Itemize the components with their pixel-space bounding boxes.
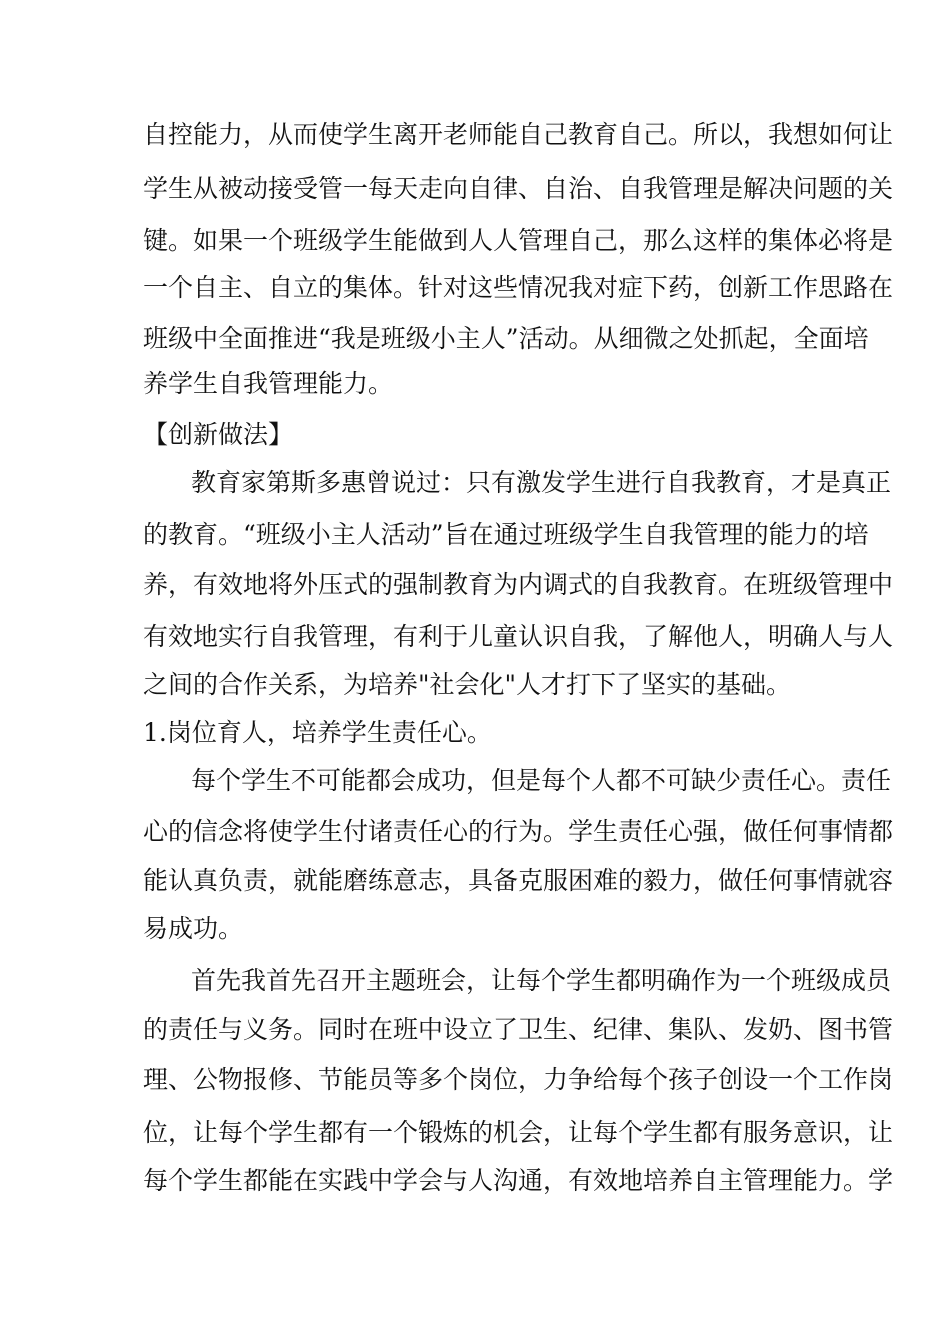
- paragraph-3-line-4: 易成功。: [143, 914, 244, 943]
- paragraph-4-line-5: 每个学生都能在实践中学会与人沟通，有效地培养自主管理能力。学: [143, 1166, 894, 1195]
- paragraph-1-line-6: 养学生自我管理能力。: [143, 369, 394, 398]
- paragraph-4-line-1: 首先我首先召开主题班会，让每个学生都明确作为一个班级成员: [191, 966, 892, 995]
- paragraph-3-line-1: 每个学生不可能都会成功，但是每个人都不可缺少责任心。责任: [191, 766, 892, 795]
- paragraph-1-line-4: 一个自主、自立的集体。针对这些情况我对症下药，创新工作思路在: [143, 273, 894, 302]
- paragraph-2-line-4: 有效地实行自我管理，有利于儿童认识自我，了解他人，明确人与人: [143, 622, 894, 651]
- paragraph-1-line-5: 班级中全面推进“我是班级小主人”活动。从细微之处抓起，全面培: [143, 324, 869, 353]
- paragraph-2-line-1: 教育家第斯多惠曾说过：只有激发学生进行自我教育，才是真正: [191, 468, 892, 497]
- paragraph-1-line-1: 自控能力，从而使学生离开老师能自己教育自己。所以，我想如何让: [143, 120, 894, 149]
- paragraph-3-line-2: 心的信念将使学生付诸责任心的行为。学生责任心强，做任何事情都: [143, 817, 894, 846]
- paragraph-1-line-3: 键。如果一个班级学生能做到人人管理自己，那么这样的集体必将是: [143, 226, 894, 255]
- paragraph-2-line-2: 的教育。“班级小主人活动”旨在通过班级学生自我管理的能力的培: [143, 520, 869, 549]
- paragraph-2-line-3: 养，有效地将外压式的强制教育为内调式的自我教育。在班级管理中: [143, 570, 894, 599]
- paragraph-4-line-3: 理、公物报修、节能员等多个岗位，力争给每个孩子创设一个工作岗: [143, 1065, 894, 1094]
- paragraph-2-line-5: 之间的合作关系，为培养"社会化"人才打下了坚实的基础。: [143, 670, 792, 699]
- paragraph-4-line-2: 的责任与义务。同时在班中设立了卫生、纪律、集队、发奶、图书管: [143, 1015, 894, 1044]
- section-1-heading: 1.岗位育人，培养学生责任心。: [143, 718, 492, 747]
- paragraph-1-line-2: 学生从被动接受管一每天走向自律、自治、自我管理是解决问题的关: [143, 174, 894, 203]
- paragraph-3-line-3: 能认真负责，就能磨练意志，具备克服困难的毅力，做任何事情就容: [143, 866, 894, 895]
- paragraph-4-line-4: 位，让每个学生都有一个锻炼的机会，让每个学生都有服务意识，让: [143, 1118, 894, 1147]
- section-heading-innovation: 【创新做法】: [143, 420, 294, 449]
